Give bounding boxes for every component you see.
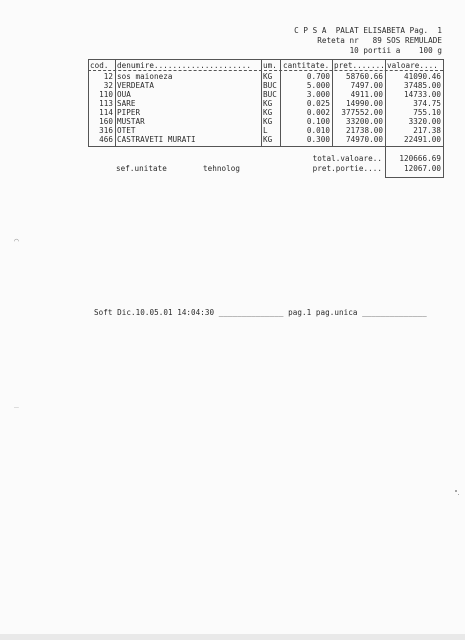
cell-denumire: OTET (117, 126, 136, 135)
cell-cantitate: 3.000 (306, 90, 330, 99)
cell-cantitate: 0.010 (306, 126, 330, 135)
col-header-cantitate: cantitate. (283, 61, 330, 70)
cell-pret: 21738.00 (346, 126, 383, 135)
signature-tehnolog: tehnolog (203, 164, 240, 173)
cell-cod: 160 (99, 117, 113, 126)
total-value-label: total.valoare.. (312, 154, 382, 163)
header-line-3: 10 portii a 100 g (349, 46, 442, 55)
scan-speck (455, 490, 457, 492)
cell-cantitate: 0.002 (306, 108, 330, 117)
cell-um: KG (263, 99, 273, 108)
table-bottom-border (88, 146, 443, 147)
table-top-border (88, 59, 443, 60)
cell-pret: 7497.00 (350, 81, 383, 90)
cell-cod: 32 (103, 81, 113, 90)
table-right-border (443, 59, 444, 147)
cell-valoare: 22491.00 (404, 135, 441, 144)
cell-denumire: sos maioneza (117, 72, 173, 81)
signature-sef-unitate: sef.unitate (116, 164, 167, 173)
cell-um: KG (263, 135, 273, 144)
cell-pret: 33200.00 (346, 117, 383, 126)
cell-valoare: 374.75 (413, 99, 441, 108)
cell-um: KG (263, 108, 273, 117)
cell-um: KG (263, 72, 273, 81)
cell-pret: 58760.66 (346, 72, 383, 81)
cell-valoare: 3320.00 (408, 117, 441, 126)
scan-speck (458, 494, 459, 495)
totals-right-border (443, 147, 444, 178)
cell-pret: 4911.00 (350, 90, 383, 99)
scan-mark-left-1: ⌒ (14, 236, 19, 245)
cell-denumire: OUA (117, 90, 131, 99)
col-sep-um (280, 59, 281, 147)
cell-cod: 113 (99, 99, 113, 108)
footer-text: Soft Dic.10.05.01 14:04:30 ______________ pag.1 pag.unica ______________ (94, 308, 427, 317)
table-header-separator (88, 70, 443, 71)
cell-denumire: MUSTAR (117, 117, 145, 126)
table-left-border (88, 59, 89, 147)
cell-um: BUC (263, 90, 277, 99)
scan-mark-left-2: ‾ (14, 406, 19, 415)
cell-pret: 377552.00 (341, 108, 383, 117)
col-sep-cantitate (332, 59, 333, 147)
cell-cantitate: 5.000 (306, 81, 330, 90)
header-line-1: C P S A PALAT ELISABETA Pag. 1 (294, 26, 442, 35)
col-header-denumire: denumire..................... (117, 61, 252, 70)
cell-cod: 466 (99, 135, 113, 144)
cell-valoare: 37485.00 (404, 81, 441, 90)
header-line-2: Reteta nr 89 SOS REMULADE (317, 36, 442, 45)
cell-valoare: 217.38 (413, 126, 441, 135)
col-header-pret: pret....... (334, 61, 385, 70)
cell-cod: 12 (103, 72, 113, 81)
total-value: 120666.69 (399, 154, 441, 163)
cell-valoare: 41090.46 (404, 72, 441, 81)
cell-pret: 14990.00 (346, 99, 383, 108)
cell-valoare: 755.10 (413, 108, 441, 117)
cell-um: KG (263, 117, 273, 126)
cell-cantitate: 0.025 (306, 99, 330, 108)
cell-um: BUC (263, 81, 277, 90)
scan-bottom-edge (0, 634, 465, 640)
totals-left-border (385, 147, 386, 178)
col-sep-pret (385, 59, 386, 147)
cell-denumire: VERDEATA (117, 81, 154, 90)
cell-denumire: SARE (117, 99, 136, 108)
col-header-cod: cod. (90, 61, 109, 70)
col-header-um: um. (263, 61, 277, 70)
portion-price-value: 12067.00 (404, 164, 441, 173)
cell-cantitate: 0.300 (306, 135, 330, 144)
col-header-valoare: valoare.... (387, 61, 438, 70)
cell-valoare: 14733.00 (404, 90, 441, 99)
portion-price-label: pret.portie.... (312, 164, 382, 173)
cell-um: L (263, 126, 268, 135)
cell-pret: 74970.00 (346, 135, 383, 144)
cell-cantitate: 0.100 (306, 117, 330, 126)
col-sep-cod (115, 59, 116, 147)
totals-bottom-border (385, 177, 443, 178)
cell-cantitate: 0.700 (306, 72, 330, 81)
cell-cod: 110 (99, 90, 113, 99)
cell-cod: 114 (99, 108, 113, 117)
cell-denumire: CASTRAVETI MURATI (117, 135, 196, 144)
col-sep-denumire (261, 59, 262, 147)
cell-cod: 316 (99, 126, 113, 135)
cell-denumire: PIPER (117, 108, 141, 117)
